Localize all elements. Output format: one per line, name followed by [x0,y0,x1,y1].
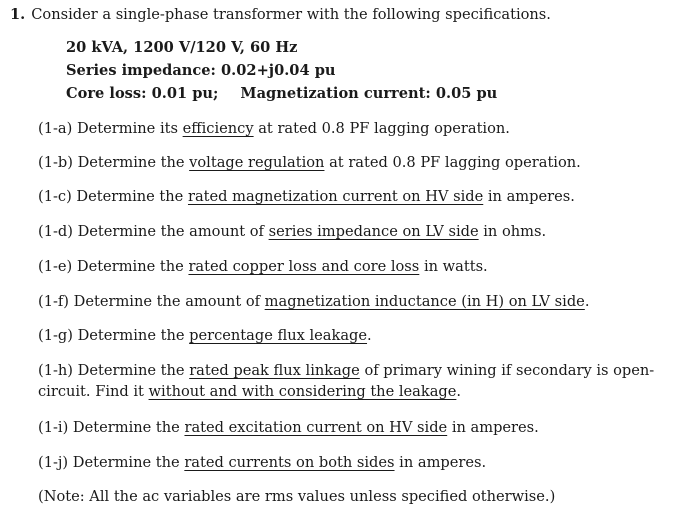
problem-intro [10,5,551,25]
item-underlined: rated currents on both sides [184,454,395,471]
item-label: (1-f) [38,293,70,310]
problem-intro-text: Consider a single-phase transformer with the following specifications. [31,6,551,23]
item-1d [38,222,546,242]
item-text: Determine its [76,120,178,137]
item-1h [38,360,676,402]
item-label: (1-j) [38,454,69,471]
note: (Note: All the ac variables are rms values unless specified otherwise.) [38,488,556,505]
item-label: (1-g) [38,327,73,344]
item-text: Determine the [76,258,184,275]
item-text: Determine the amount of [77,223,264,240]
item-text: in watts. [423,258,488,275]
spec-core-loss: Core loss: 0.01 pu; [66,85,219,102]
item-label: (1-h) [38,362,74,379]
item-text: Determine the [72,419,180,436]
item-text: . [456,383,462,400]
problem-number: 1. [10,6,26,23]
item-text: in ohms. [483,223,547,240]
spec-magnetization-current: Magnetization current: 0.05 pu [240,85,498,102]
item-label: (1-c) [38,188,72,205]
item-text: Determine the [77,362,185,379]
item-underlined: rated magnetization current on HV side [187,188,484,205]
item-text: in amperes. [399,454,487,471]
item-underlined: efficiency [182,120,254,137]
item-1f [38,292,589,312]
item-1e [38,257,488,277]
item-underlined: magnetization inductance (in H) on LV side [264,293,585,310]
item-text: Determine the amount of [73,293,261,310]
item-text: Determine the [77,327,185,344]
item-text: in amperes. [487,188,575,205]
item-underlined: rated copper loss and core loss [188,258,420,275]
item-underlined: without and with considering the leakage [148,383,457,400]
item-underlined: voltage regulation [189,154,325,171]
spec-rating: 20 kVA, 1200 V/120 V, 60 Hz [66,39,298,56]
item-text: in amperes. [451,419,539,436]
item-1i [38,418,539,438]
item-1c [38,187,575,207]
item-1g [38,326,372,346]
item-underlined: rated excitation current on HV side [184,419,448,436]
item-1a [38,119,510,139]
item-text: Determine the [72,454,180,471]
item-1b [38,153,581,173]
item-text: . [367,327,372,344]
item-1j [38,453,486,473]
item-label: (1-i) [38,419,69,436]
item-label: (1-b) [38,154,73,171]
item-text: . [584,293,590,310]
item-label: (1-d) [38,223,73,240]
item-text: of primary wining if secondary is open-circuit. Find it [38,362,655,400]
item-label: (1-e) [38,258,73,275]
spec-core-loss-magnetization [66,84,497,104]
item-label: (1-a) [38,120,73,137]
item-text: Determine the [77,154,185,171]
item-underlined: series impedance on LV side [268,223,479,240]
item-text: Determine the [76,188,184,205]
spec-series-impedance: Series impedance: 0.02+j0.04 pu [66,62,336,79]
item-underlined: rated peak flux linkage [189,362,360,379]
item-text: at rated 0.8 PF lagging operation. [258,120,510,137]
item-underlined: percentage flux leakage [189,327,368,344]
item-text: at rated 0.8 PF lagging operation. [329,154,581,171]
